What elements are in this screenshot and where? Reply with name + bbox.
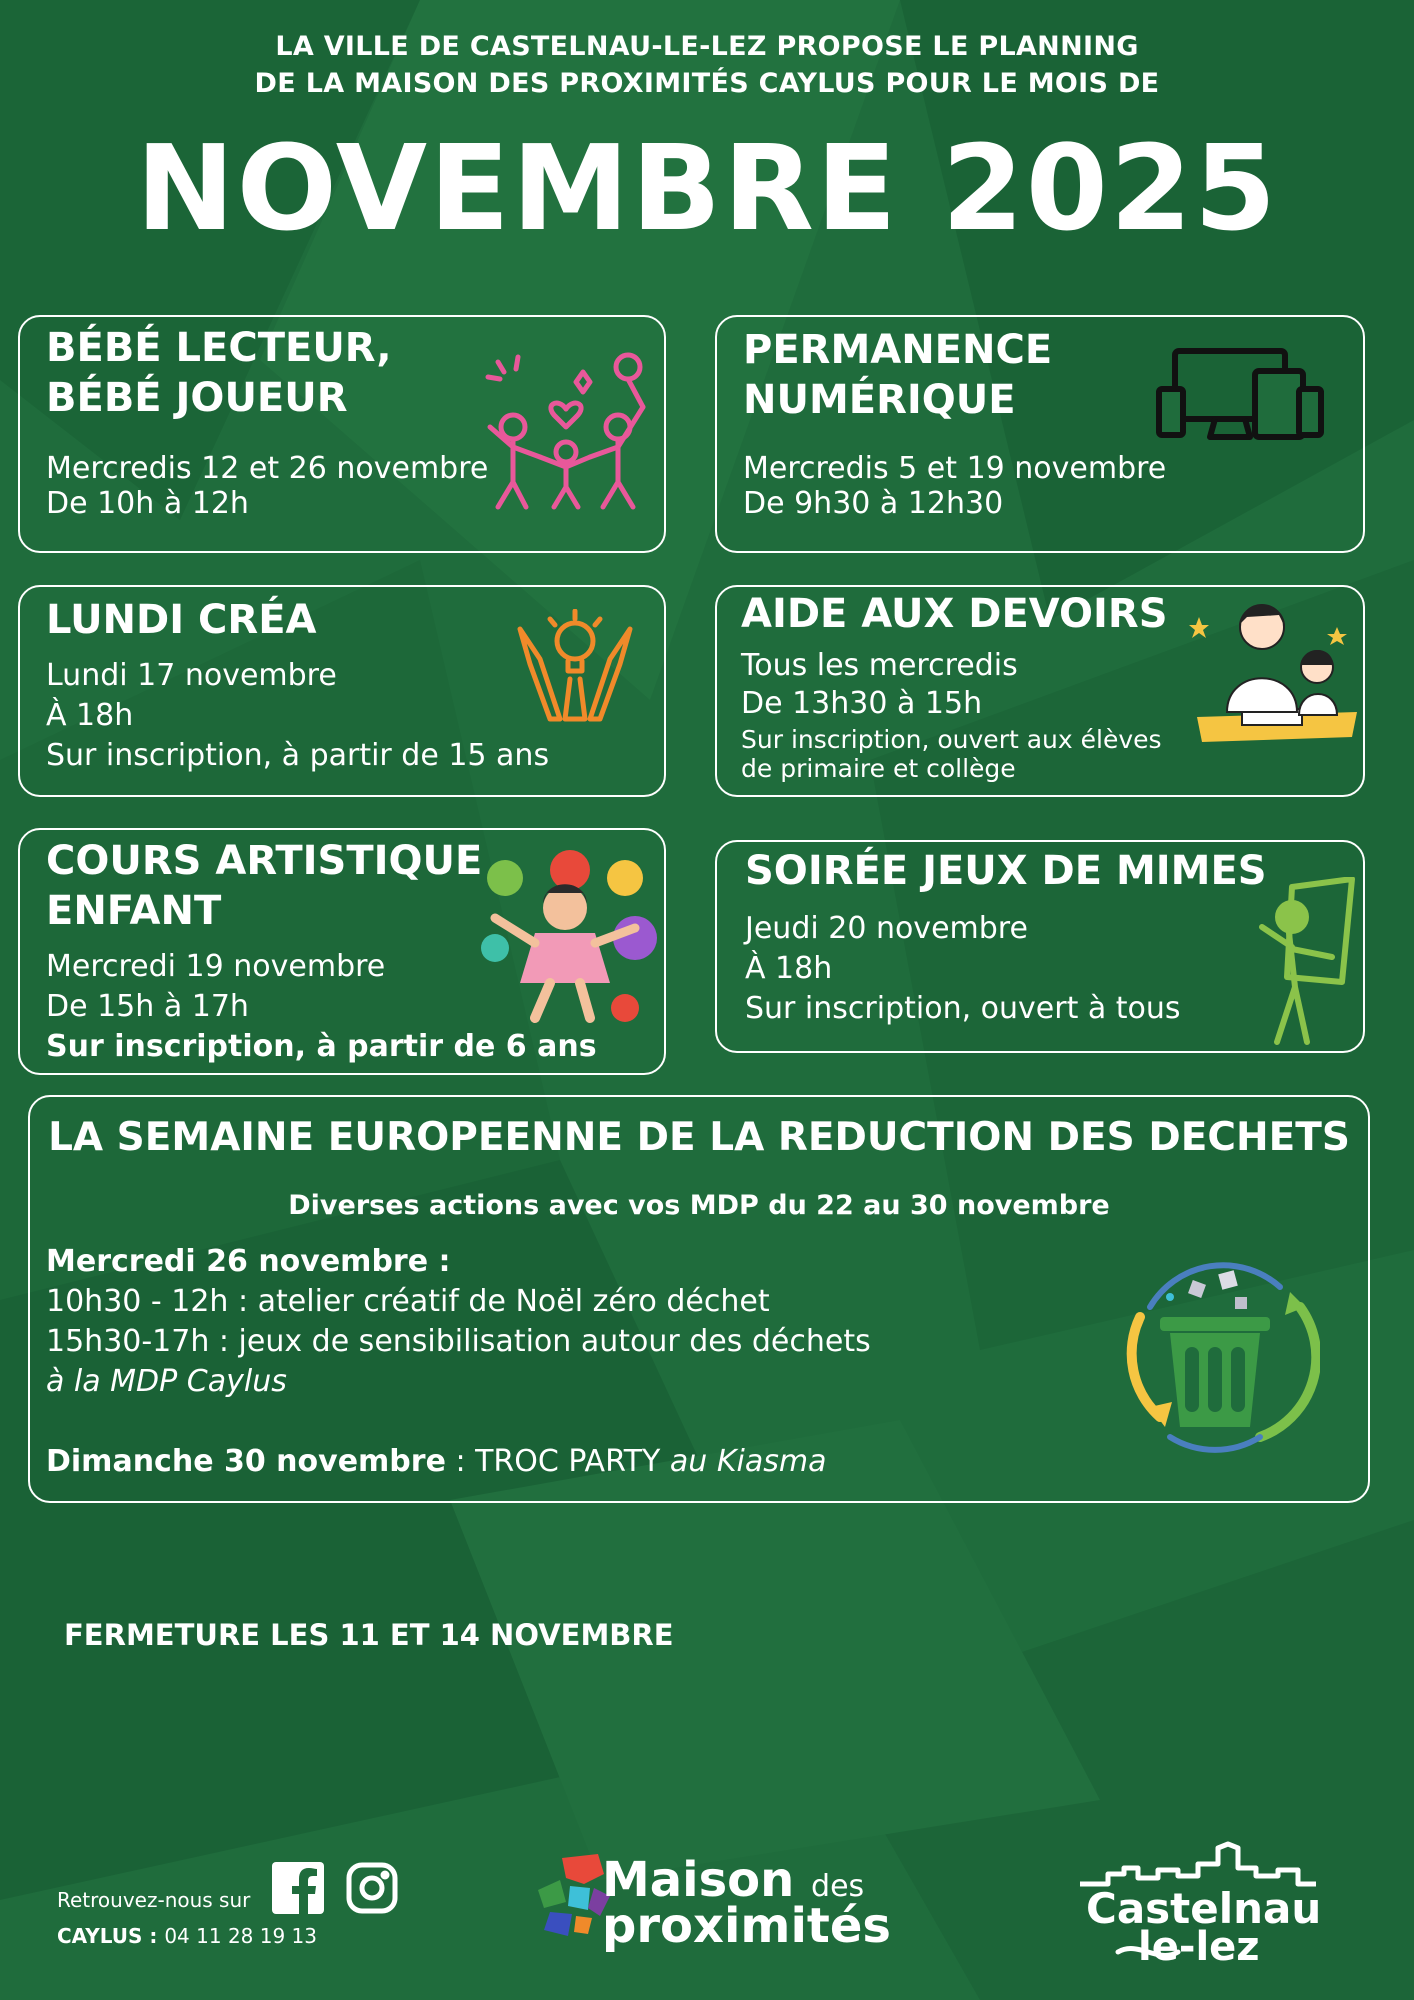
card-title: LA SEMAINE EUROPEENNE DE LA REDUCTION DES DECHETS bbox=[48, 1115, 1350, 1160]
card-date: Lundi 17 novembre bbox=[46, 658, 337, 693]
card-time: De 13h30 à 15h bbox=[741, 686, 983, 721]
activity-2: 15h30-17h : jeux de sensibilisation autour des déchets bbox=[46, 1324, 871, 1359]
card-note: Sur inscription, ouvert à tous bbox=[745, 991, 1181, 1026]
card-title bbox=[46, 323, 392, 423]
card-permanence-numerique bbox=[715, 315, 1365, 553]
card-note: Sur inscription, à partir de 15 ans bbox=[46, 738, 550, 773]
follow-us-text: Retrouvez-nous sur bbox=[57, 1888, 251, 1912]
castelnau-logo-text-2: le-lez bbox=[1138, 1924, 1260, 1970]
card-title-line-1: COURS ARTISTIQUE bbox=[46, 838, 483, 884]
card-title-line-1: PERMANENCE bbox=[743, 327, 1053, 373]
phone-label: CAYLUS : bbox=[57, 1924, 165, 1948]
intro-line-1: LA VILLE DE CASTELNAU-LE-LEZ PROPOSE LE PLANNING bbox=[275, 31, 1139, 62]
card-title: AIDE AUX DEVOIRS bbox=[741, 591, 1168, 637]
card-aide-aux-devoirs bbox=[715, 585, 1365, 797]
painting-child-icon bbox=[475, 848, 665, 1028]
intro-text bbox=[0, 28, 1414, 102]
card-lundi-crea bbox=[18, 585, 666, 797]
card-time: De 15h à 17h bbox=[46, 989, 249, 1024]
mime-icon bbox=[1247, 877, 1357, 1052]
card-soiree-jeux-de-mimes bbox=[715, 840, 1365, 1053]
creative-tools-icon bbox=[510, 609, 640, 724]
day-2-event: : TROC PARTY bbox=[445, 1444, 670, 1479]
recycling-bin-icon bbox=[1110, 1247, 1320, 1457]
card-cours-artistique-enfant bbox=[18, 828, 666, 1075]
homework-help-icon bbox=[1187, 597, 1362, 747]
card-date: Jeudi 20 novembre bbox=[745, 911, 1028, 946]
phone-number: 04 11 28 19 13 bbox=[164, 1924, 318, 1948]
mdp-logo-maison: Maison bbox=[602, 1852, 795, 1908]
card-title: SOIRÉE JEUX DE MIMES bbox=[745, 848, 1267, 894]
intro-line-2: DE LA MAISON DES PROXIMITÉS CAYLUS POUR LE MOIS DE bbox=[254, 68, 1160, 99]
card-schedule: Tous les mercredis bbox=[741, 648, 1018, 683]
mdp-logo-text-2: proximités bbox=[602, 1898, 891, 1954]
card-time: De 10h à 12h bbox=[46, 486, 249, 521]
card-title bbox=[743, 325, 1052, 425]
card-note-2: de primaire et collège bbox=[741, 754, 1016, 783]
activity-location-2: au Kiasma bbox=[669, 1444, 827, 1479]
card-subtitle: Diverses actions avec vos MDP du 22 au 30 novembre bbox=[288, 1190, 1110, 1221]
card-title-line-2: NUMÉRIQUE bbox=[743, 377, 1016, 423]
card-time: À 18h bbox=[46, 698, 134, 733]
closing-notice: FERMETURE LES 11 ET 14 NOVEMBRE bbox=[64, 1618, 674, 1652]
card-date: Mercredis 5 et 19 novembre bbox=[743, 451, 1167, 486]
card-title: LUNDI CRÉA bbox=[46, 597, 317, 643]
card-title-line-2: BÉBÉ JOUEUR bbox=[46, 375, 348, 421]
instagram-icon[interactable] bbox=[346, 1862, 398, 1914]
card-time: De 9h30 à 12h30 bbox=[743, 486, 1004, 521]
day-2-line bbox=[46, 1445, 826, 1479]
card-title-line-2: ENFANT bbox=[46, 888, 222, 934]
day-1-heading: Mercredi 26 novembre : bbox=[46, 1244, 451, 1279]
facebook-icon[interactable] bbox=[272, 1862, 324, 1914]
card-date: Mercredi 19 novembre bbox=[46, 949, 386, 984]
card-title bbox=[46, 836, 482, 936]
month-title: NOVEMBRE 2025 bbox=[135, 119, 1279, 257]
card-date: Mercredis 12 et 26 novembre bbox=[46, 451, 489, 486]
activity-location-1: à la MDP Caylus bbox=[46, 1364, 287, 1399]
card-time: À 18h bbox=[745, 951, 833, 986]
mdp-logo-des: des bbox=[811, 1869, 865, 1904]
day-2-heading: Dimanche 30 novembre bbox=[46, 1444, 446, 1479]
card-title-line-1: BÉBÉ LECTEUR, bbox=[46, 325, 392, 371]
activity-1: 10h30 - 12h : atelier créatif de Noël zéro déchet bbox=[46, 1284, 770, 1319]
card-semaine-europeenne bbox=[28, 1095, 1370, 1503]
castelnau-logo-text-1: Castelnau bbox=[1086, 1884, 1322, 1933]
card-note: Sur inscription, à partir de 6 ans bbox=[46, 1029, 597, 1064]
phone-line bbox=[57, 1924, 317, 1948]
card-bebe-lecteur bbox=[18, 315, 666, 553]
card-note-1: Sur inscription, ouvert aux élèves bbox=[741, 725, 1162, 754]
family-icon bbox=[478, 347, 653, 517]
devices-icon bbox=[1155, 347, 1325, 447]
